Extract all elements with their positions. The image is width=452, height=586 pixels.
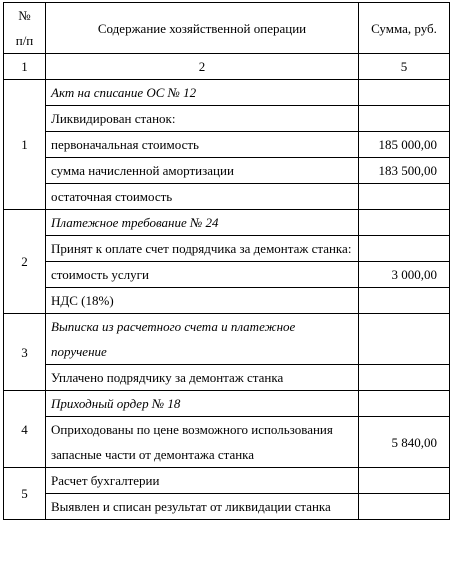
table-row <box>4 80 450 106</box>
operation-description-cell: Уплачено подрядчику за демонтаж станка <box>46 365 359 391</box>
table-row <box>4 158 450 184</box>
operations-table <box>3 2 450 520</box>
operation-description-cell: Ликвидирован станок: <box>46 106 359 132</box>
amount-cell <box>359 106 450 132</box>
operation-number-cell: 2 <box>4 210 46 314</box>
operation-description-cell: первоначальная стоимость <box>46 132 359 158</box>
table-row <box>4 132 450 158</box>
document-reference-cell: Выписка из расчетного счета и платежное поручение <box>46 314 359 365</box>
amount-cell: 183 500,00 <box>359 158 450 184</box>
column-number-row <box>4 54 450 80</box>
table-row <box>4 184 450 210</box>
operation-number-cell: 3 <box>4 314 46 391</box>
column-number-5: 5 <box>359 54 450 80</box>
table-row <box>4 262 450 288</box>
operation-description-cell: стоимость услуги <box>46 262 359 288</box>
column-number-2: 2 <box>46 54 359 80</box>
header-content-cell: Содержание хозяйственной операции <box>46 3 359 54</box>
header-num-line2: п/п <box>15 33 34 48</box>
table-row <box>4 391 450 417</box>
operation-description-cell: сумма начисленной амортизации <box>46 158 359 184</box>
amount-cell <box>359 468 450 494</box>
operation-description-cell: Выявлен и списан результат от ликвидации станка <box>46 494 359 520</box>
operation-number-cell: 4 <box>4 391 46 468</box>
table-row <box>4 106 450 132</box>
amount-cell <box>359 314 450 365</box>
amount-cell <box>359 288 450 314</box>
table-row <box>4 210 450 236</box>
table-row <box>4 468 450 494</box>
operation-description-cell: Оприходованы по цене возможного использования запасные части от демонтажа станка <box>46 417 359 468</box>
table-row <box>4 494 450 520</box>
table-row <box>4 314 450 365</box>
operation-description-cell: Принят к оплате счет подрядчика за демонтаж станка: <box>46 236 359 262</box>
table-row <box>4 288 450 314</box>
operation-number-cell: 5 <box>4 468 46 520</box>
document-reference-cell: Приходный ордер № 18 <box>46 391 359 417</box>
document <box>3 2 449 520</box>
table-row <box>4 236 450 262</box>
operation-number-cell: 1 <box>4 80 46 210</box>
amount-cell <box>359 210 450 236</box>
table-row <box>4 365 450 391</box>
amount-cell <box>359 391 450 417</box>
document-reference-cell: Платежное требование № 24 <box>46 210 359 236</box>
operations-table-body <box>4 3 450 520</box>
header-num-line1: № <box>18 8 31 23</box>
amount-cell <box>359 494 450 520</box>
document-reference-cell: Акт на списание ОС № 12 <box>46 80 359 106</box>
amount-cell: 185 000,00 <box>359 132 450 158</box>
header-num-cell <box>4 3 46 54</box>
header-row <box>4 3 450 54</box>
amount-cell: 3 000,00 <box>359 262 450 288</box>
amount-cell <box>359 184 450 210</box>
table-row <box>4 417 450 468</box>
amount-cell <box>359 236 450 262</box>
operation-description-cell: НДС (18%) <box>46 288 359 314</box>
operation-description-cell: Расчет бухгалтерии <box>46 468 359 494</box>
amount-cell: 5 840,00 <box>359 417 450 468</box>
amount-cell <box>359 365 450 391</box>
column-number-1: 1 <box>4 54 46 80</box>
operation-description-cell: остаточная стоимость <box>46 184 359 210</box>
header-sum-cell: Сумма, руб. <box>359 3 450 54</box>
amount-cell <box>359 80 450 106</box>
